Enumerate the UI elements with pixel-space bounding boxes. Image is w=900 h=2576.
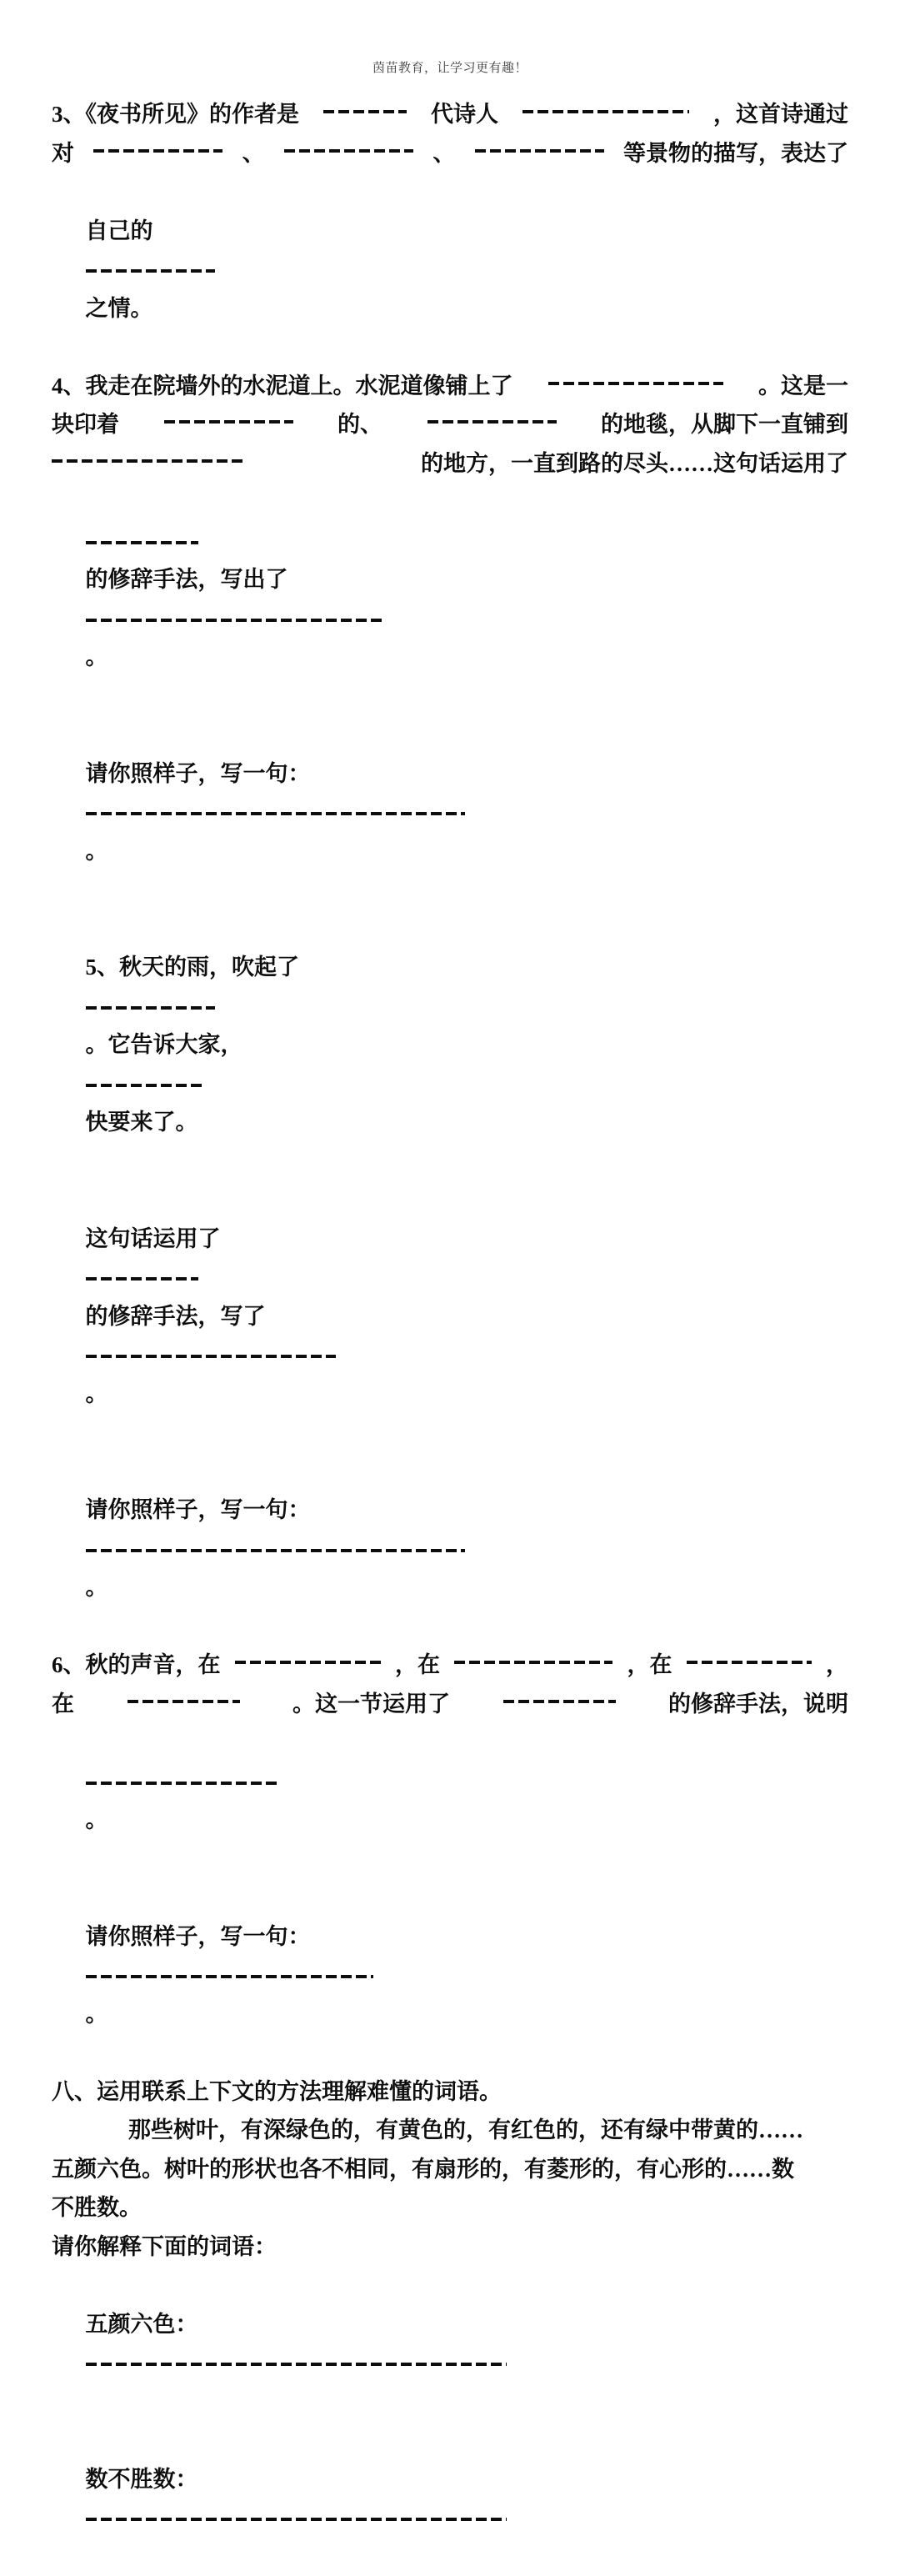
section-8-passage-line-2: 五颜六色。树叶的形状也各不相同，有扇形的，有菱形的，有心形的……数 xyxy=(52,2156,794,2182)
fill-blank[interactable] xyxy=(86,991,215,1014)
text-run: 块印着 xyxy=(52,412,119,437)
text-run: 6、秋的声音，在 xyxy=(52,1652,221,1677)
text-run: 的地毯，从脚下一直铺到 xyxy=(601,412,848,437)
fill-blank[interactable] xyxy=(454,1646,612,1668)
text-run: 、 xyxy=(432,140,456,166)
question-5-line-1 xyxy=(52,910,848,1181)
fill-blank[interactable] xyxy=(86,604,382,626)
fill-blank[interactable] xyxy=(475,134,604,157)
fill-blank[interactable] xyxy=(235,1646,381,1668)
text-run: ，在 xyxy=(395,1652,440,1677)
section-8-passage-line-1: 那些树叶，有深绿色的，有黄色的，有红色的，还有绿中带黄的…… xyxy=(128,2117,803,2142)
text-run: 。这是一 xyxy=(758,373,848,398)
text-run: ，这首诗通过 xyxy=(713,102,848,127)
fill-blank[interactable] xyxy=(86,254,215,277)
section-8-heading: 八、运用联系上下文的方法理解难懂的词语。 xyxy=(52,2078,502,2104)
text-run: 。 xyxy=(85,2001,108,2027)
term-answer-row-2 xyxy=(52,2421,848,2576)
term-label: 五颜六色： xyxy=(85,2311,198,2337)
text-run: 代诗人 xyxy=(431,102,498,127)
fill-blank[interactable] xyxy=(687,1646,812,1668)
text-run: 这句话运用了 xyxy=(85,1225,221,1251)
text-run: 在 xyxy=(52,1691,74,1716)
fill-blank[interactable] xyxy=(86,1069,202,1091)
fill-blank[interactable] xyxy=(164,405,293,428)
text-run: 。 xyxy=(85,1807,108,1832)
section-8-instruction: 请你解释下面的词语： xyxy=(52,2233,277,2259)
fill-blank[interactable] xyxy=(93,134,222,157)
text-run: 5、秋天的雨，吹起了 xyxy=(85,955,299,980)
text-run: 的地方，一直到路的尽头……这句话运用了 xyxy=(421,450,848,476)
section-8-passage-line-3: 不胜数。 xyxy=(52,2195,142,2220)
text-run: 的修辞手法，写出了 xyxy=(85,567,288,592)
fill-blank[interactable] xyxy=(284,134,413,157)
fill-blank[interactable] xyxy=(52,444,243,467)
text-run: 对 xyxy=(52,140,74,166)
fill-blank[interactable] xyxy=(323,95,407,118)
fill-blank[interactable] xyxy=(86,1767,278,1789)
question-3-line-2 xyxy=(52,134,848,173)
term-answer-row-1 xyxy=(52,2266,848,2421)
text-run: 、 xyxy=(242,140,265,166)
question-3-line-3 xyxy=(52,173,848,367)
text-run: 的修辞手法，说明 xyxy=(668,1691,848,1716)
fill-blank[interactable] xyxy=(86,1960,373,1982)
question-4-line-2 xyxy=(52,405,848,444)
fill-blank[interactable] xyxy=(503,1685,616,1707)
text-run: 。 xyxy=(85,838,108,864)
text-run: 之情。 xyxy=(85,295,153,321)
text-run: 。这一节运用了 xyxy=(292,1691,450,1716)
text-run: 请你照样子，写一句： xyxy=(85,760,311,786)
term-label: 数不胜数： xyxy=(85,2466,198,2492)
text-run: 的修辞手法，写了 xyxy=(85,1303,266,1329)
text-run: ， xyxy=(826,1652,848,1677)
worksheet-body xyxy=(52,95,848,2576)
fill-blank[interactable] xyxy=(428,405,557,428)
text-run: 3、《夜书所见》的作者是 xyxy=(52,102,299,127)
question-6-line-3 xyxy=(52,1723,848,1878)
text-run: 。 xyxy=(85,1381,108,1406)
question-5-line-2 xyxy=(52,1180,848,1452)
question-6-line-4 xyxy=(52,1878,848,2072)
text-run: 。它告诉大家， xyxy=(85,1032,243,1057)
question-4-line-4 xyxy=(52,483,848,715)
question-5-line-3 xyxy=(52,1452,848,1646)
question-4-line-3 xyxy=(52,444,848,484)
fill-blank[interactable] xyxy=(86,1262,198,1285)
fill-blank[interactable] xyxy=(522,95,689,118)
text-run: 的、 xyxy=(338,412,382,437)
question-6-line-2 xyxy=(52,1685,848,1724)
question-3-line-1 xyxy=(52,95,848,134)
text-run: 自己的 xyxy=(85,218,153,243)
fill-blank[interactable] xyxy=(86,797,465,819)
fill-blank[interactable] xyxy=(86,1534,465,1556)
question-4-line-1 xyxy=(52,367,848,406)
text-run: 。 xyxy=(85,1575,108,1600)
fill-blank[interactable] xyxy=(86,2503,507,2525)
text-run: 快要来了。 xyxy=(85,1110,198,1135)
fill-blank[interactable] xyxy=(128,1685,240,1707)
fill-blank[interactable] xyxy=(86,1340,336,1362)
text-run: 请你照样子，写一句： xyxy=(85,1923,311,1949)
text-run: 。 xyxy=(85,644,108,669)
question-6-line-1 xyxy=(52,1646,848,1685)
fill-blank[interactable] xyxy=(86,526,198,549)
fill-blank[interactable] xyxy=(86,2348,507,2370)
question-4-line-5 xyxy=(52,715,848,910)
text-run: ，在 xyxy=(627,1652,672,1677)
page-header-watermark: 茵苗教育，让学习更有趣！ xyxy=(372,62,528,75)
text-run: 4、我走在院墙外的水泥道上。水泥道像铺上了 xyxy=(52,373,513,398)
text-run: 等景物的描写，表达了 xyxy=(622,140,848,166)
fill-blank[interactable] xyxy=(548,367,723,389)
text-run: 请你照样子，写一句： xyxy=(85,1497,311,1522)
